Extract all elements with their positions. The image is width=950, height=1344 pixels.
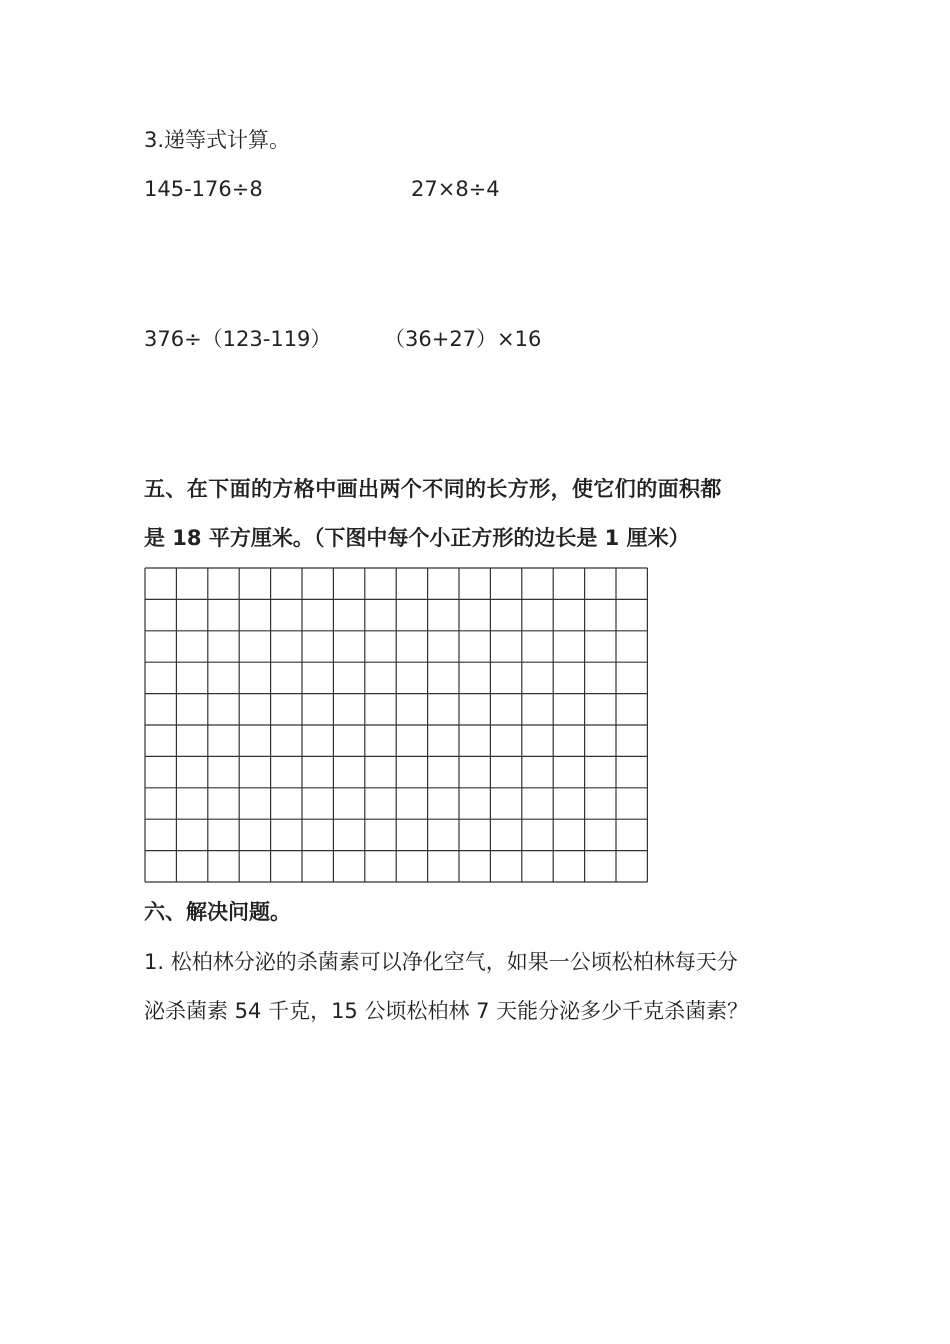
question-1-line-1: 1. 松柏林分泌的杀菌素可以净化空气，如果一公顷松柏林每天分 xyxy=(144,950,738,974)
section-5-prompt-line-1: 五、在下面的方格中画出两个不同的长方形，使它们的面积都 xyxy=(144,477,722,501)
section-3-title: 3.递等式计算。 xyxy=(144,128,291,152)
section-6-title: 六、解决问题。 xyxy=(144,900,291,924)
expression-2: 27×8÷4 xyxy=(411,177,500,201)
expression-4: （36+27）×16 xyxy=(384,327,542,351)
expression-3: 376÷（123-119） xyxy=(144,327,332,351)
square-grid[interactable] xyxy=(144,567,648,883)
section-5-prompt-line-2: 是 18 平方厘米。（下图中每个小正方形的边长是 1 厘米） xyxy=(144,526,690,550)
question-1-line-2: 泌杀菌素 54 千克，15 公顷松柏林 7 天能分泌多少千克杀菌素？ xyxy=(144,999,749,1023)
expression-1: 145-176÷8 xyxy=(144,177,263,201)
